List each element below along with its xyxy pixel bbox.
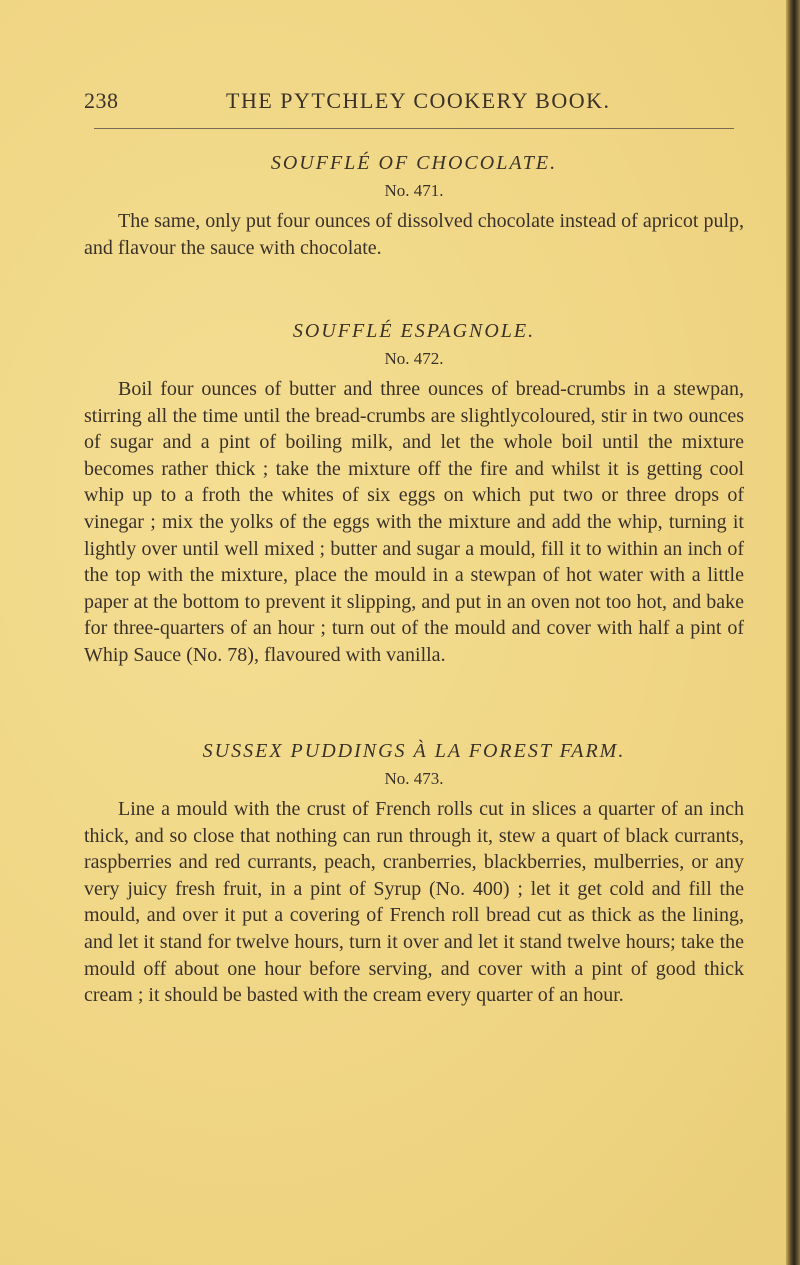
recipe-number: No. 473. [384, 769, 444, 788]
recipe-number: No. 471. [384, 181, 444, 200]
recipe-title: SOUFFLÉ OF CHOCOLATE. [270, 152, 558, 174]
running-head-title: THE PYTCHLEY COOKERY BOOK. [226, 88, 611, 113]
running-head [84, 88, 734, 118]
recipe-title: SOUFFLÉ ESPAGNOLE. [292, 320, 536, 342]
recipe-sussex-puddings [84, 738, 744, 1009]
page-edge-shadow [786, 0, 800, 1265]
recipe-number: No. 472. [384, 349, 444, 368]
header-rule [94, 128, 734, 129]
recipe-souffle-chocolate [84, 150, 744, 261]
recipe-text: Boil four ounces of butter and three ounces of bread-crumbs in a stewpan, stirring all the time until the bread-crumbs are slightlycoloured, stir in two ounces of sugar and a pint of boiling milk, and let the whole boil until the mixture becomes rather thick ; take the mixture off the fire and whilst it is getting cool whip up to a froth the whites of six eggs on which put two or three drops of vinegar ; mix the yolks of the eggs with the mixture and add the whip, turning it lightly over until well mixed ; butter and sugar a mould, fill it to within an inch of the top with the mixture, place the mould in a stewpan of hot water with a little paper at the bottom to prevent it slipping, and put in an oven not too hot, and bake for three-quarters of an hour ; turn out of the mould and cover with half a pint of Whip Sauce (No. 78), flavoured with vanilla. [84, 378, 744, 666]
recipe-souffle-espagnole [84, 318, 744, 669]
recipe-text: Line a mould with the crust of French rolls cut in slices a quarter of an inch thick, and so close that nothing can run through it, stew a quart of black currants, raspberries and red currants, peach, cranberries, blackberries, mulberries, or any very juicy fresh fruit, in a pint of Syrup (No. 400) ; let it get cold and fill the mould, and over it put a covering of French roll bread cut as thick as the lining, and let it stand for twelve hours, turn it over and let it stand twelve hours; take the mould off about one hour before serving, and cover with a pint of good thick cream ; it should be basted with the cream every quarter of an hour. [84, 798, 744, 1007]
recipe-text: The same, only put four ounces of dissolved chocolate instead of apricot pulp, and flavour the sauce with chocolate. [84, 210, 744, 259]
page-number: 238 [84, 88, 119, 113]
recipe-title: SUSSEX PUDDINGS À LA FOREST FARM. [202, 740, 626, 762]
